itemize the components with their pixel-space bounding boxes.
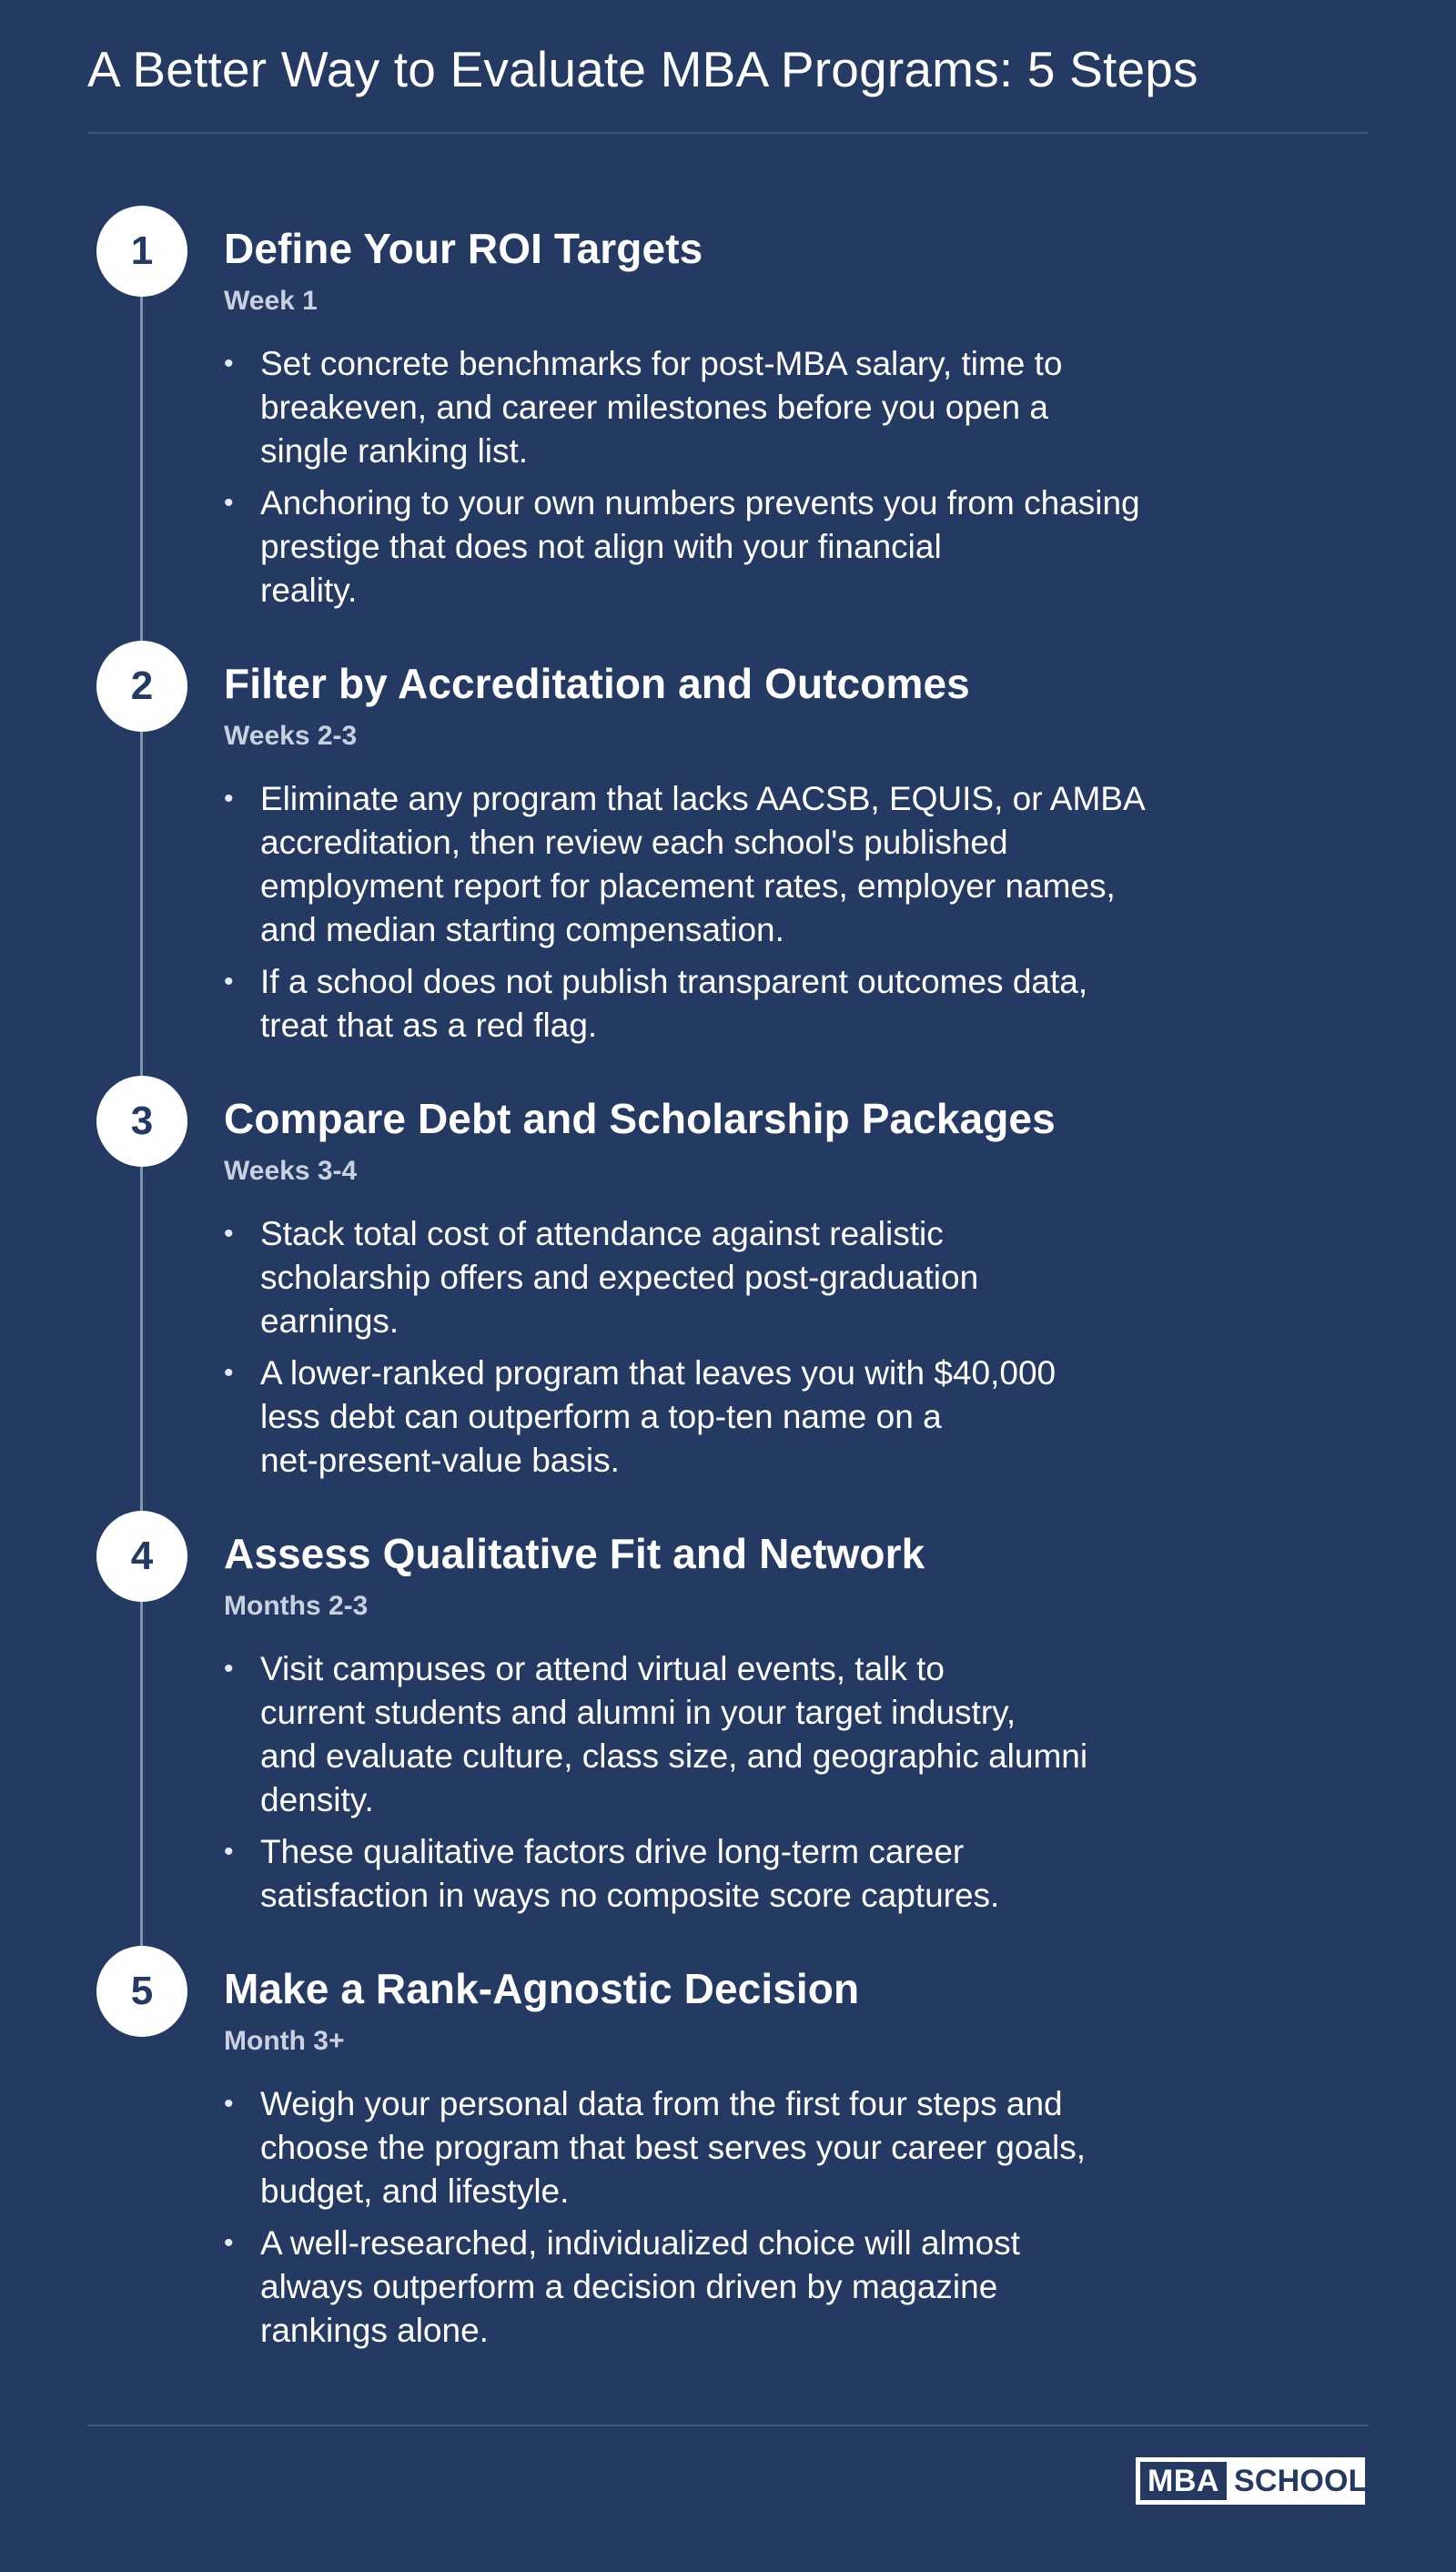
bullet-text-line: earnings. (260, 1302, 399, 1340)
bullet-dot-icon: • (224, 784, 234, 814)
bullet-text-line: accreditation, then review each school's published (260, 824, 1008, 861)
step-bullet-list (224, 1212, 1225, 1491)
bullet-dot-icon: • (224, 1358, 234, 1388)
bullet-item (224, 1352, 1225, 1483)
bullet-text-line: Eliminate any program that lacks AACSB, EQUIS, or AMBA (260, 780, 1146, 817)
bullet-item (224, 2082, 1225, 2213)
bullet-text-line: reality. (260, 572, 358, 609)
bullet-text-line: Visit campuses or attend virtual events, talk to (260, 1650, 945, 1687)
step-timeframe: Week 1 (224, 286, 318, 316)
bullet-item (224, 342, 1225, 473)
bullet-dot-icon: • (224, 488, 234, 518)
bullet-text-line: choose the program that best serves your career goals, (260, 2129, 1086, 2166)
bullet-item (224, 960, 1225, 1048)
bullet-text-line: density. (260, 1781, 374, 1818)
step-bullet-list (224, 777, 1225, 1056)
step-number-badge: 5 (96, 1946, 187, 2037)
bullet-dot-icon: • (224, 1837, 234, 1867)
bullet-item (224, 481, 1225, 613)
bullet-text-line: treat that as a red flag. (260, 1007, 598, 1044)
step-title: Define Your ROI Targets (224, 225, 703, 272)
bullet-text-line: single ranking list. (260, 432, 529, 470)
bullet-dot-icon: • (224, 1219, 234, 1249)
bullet-text-line: and evaluate culture, class size, and geographic alumni (260, 1737, 1088, 1775)
bullet-text-line: scholarship offers and expected post-graduation (260, 1259, 979, 1296)
bullet-item (224, 1830, 1225, 1918)
step-bullet-list (224, 342, 1225, 621)
step-timeframe: Weeks 2-3 (224, 721, 358, 751)
bottom-divider (87, 2425, 1369, 2426)
step-title: Assess Qualitative Fit and Network (224, 1530, 925, 1577)
mba-schools-logo (1136, 2457, 1389, 2505)
step-timeframe: Weeks 3-4 (224, 1156, 358, 1186)
bullet-text-line: current students and alumni in your target industry, (260, 1694, 1016, 1731)
bullet-item (224, 777, 1225, 952)
bullet-text-line: always outperform a decision driven by magazine (260, 2268, 998, 2305)
bullet-text-line: If a school does not publish transparent outcomes data, (260, 963, 1088, 1000)
bullet-item (224, 1647, 1225, 1822)
bullet-text-line: breakeven, and career milestones before you open a (260, 389, 1048, 426)
bullet-text-line: Stack total cost of attendance against realistic (260, 1215, 944, 1252)
bullet-text-line: and median starting compensation. (260, 911, 784, 948)
bullet-text-line: A lower-ranked program that leaves you with $40,000 (260, 1354, 1057, 1392)
bullet-dot-icon: • (224, 2089, 234, 2119)
step-number-badge: 1 (96, 206, 187, 297)
bullet-text-line: rankings alone. (260, 2312, 489, 2349)
step-bullet-list (224, 2082, 1225, 2361)
page-title: A Better Way to Evaluate MBA Programs: 5 Steps (87, 41, 1198, 97)
bullet-text-line: less debt can outperform a top-ten name on a (260, 1398, 942, 1435)
logo-schools-text: SCHOOLS (1233, 2463, 1389, 2498)
step-title: Filter by Accreditation and Outcomes (224, 660, 970, 707)
bullet-text-line: budget, and lifestyle. (260, 2172, 570, 2210)
bullet-text-line: prestige that does not align with your financial (260, 528, 942, 565)
bullet-text-line: These qualitative factors drive long-term career (260, 1833, 965, 1870)
top-divider (87, 132, 1369, 134)
logo-mba-text: MBA (1140, 2462, 1227, 2500)
bullet-dot-icon: • (224, 2228, 234, 2258)
bullet-item (224, 1212, 1225, 1343)
step-number-badge: 2 (96, 641, 187, 732)
bullet-text-line: Set concrete benchmarks for post-MBA salary, time to (260, 345, 1063, 382)
step-number-badge: 3 (96, 1076, 187, 1167)
bullet-text-line: Weigh your personal data from the first four steps and (260, 2085, 1063, 2122)
bullet-dot-icon: • (224, 1654, 234, 1684)
bullet-text-line: A well-researched, individualized choice will almost (260, 2224, 1020, 2262)
bullet-item (224, 2222, 1225, 2353)
bullet-text-line: satisfaction in ways no composite score captures. (260, 1877, 1000, 1914)
bullet-text-line: Anchoring to your own numbers prevents you from chasing (260, 484, 1140, 521)
step-title: Make a Rank-Agnostic Decision (224, 1965, 860, 2012)
bullet-text-line: net-present-value basis. (260, 1442, 620, 1479)
bullet-text-line: employment report for placement rates, employer names, (260, 867, 1116, 905)
step-timeframe: Months 2-3 (224, 1591, 369, 1621)
bullet-dot-icon: • (224, 967, 234, 997)
step-title: Compare Debt and Scholarship Packages (224, 1095, 1056, 1142)
step-number-badge: 4 (96, 1511, 187, 1602)
step-timeframe: Month 3+ (224, 2026, 345, 2056)
bullet-dot-icon: • (224, 349, 234, 379)
step-bullet-list (224, 1647, 1225, 1926)
